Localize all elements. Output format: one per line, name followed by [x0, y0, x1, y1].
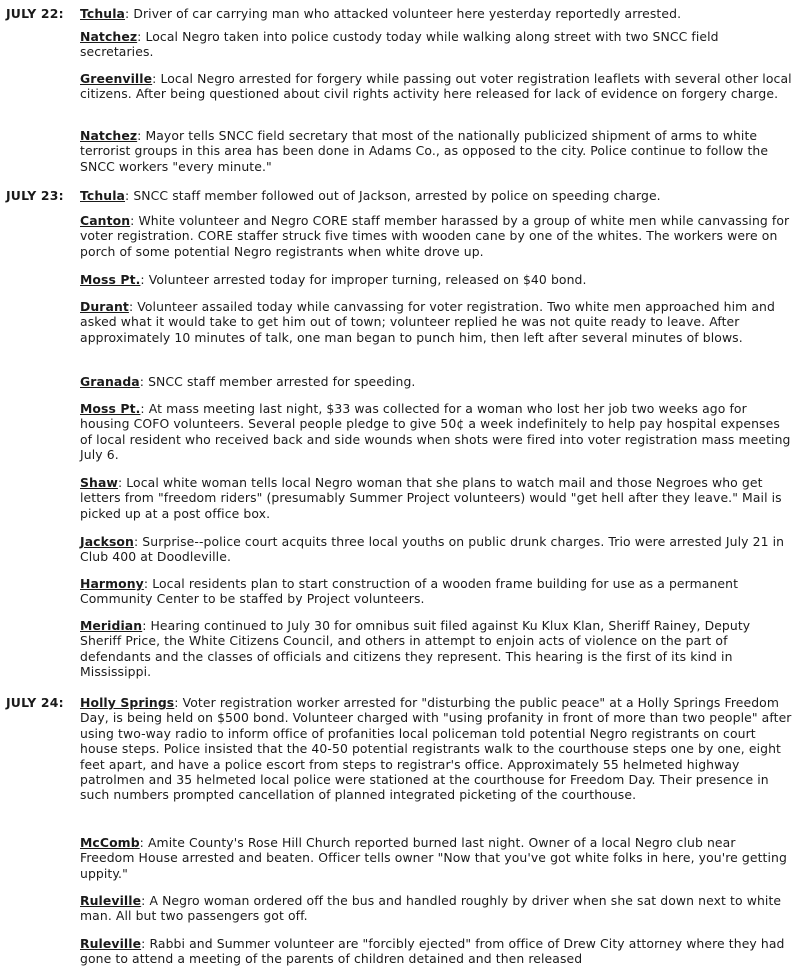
place-name: Meridian: [80, 618, 143, 633]
entry: [80, 299, 792, 345]
place-name: Moss Pt.: [80, 272, 141, 287]
entry-text: : Surprise--police court acquits three local youths on public drunk charges. Trio were arrested July 21 in Club 400 at Doodleville.: [80, 534, 785, 565]
place-name: Shaw: [80, 475, 118, 490]
place-name: Tchula: [80, 188, 126, 203]
entry-text: : Hearing continued to July 30 for omnibus suit filed against Ku Klux Klan, Sheriff Rainey, Deputy Sheriff Price, the White Citizens Council, and others in attempt to enjoin acts of violence on the part of defendants and the classes of officials and citizens they represent. This hearing is the first of its kind in Mississippi.: [80, 618, 751, 680]
entry-text: : Local residents plan to start construction of a wooden frame building for use as a permanent Community Center to be staffed by Project volunteers.: [80, 576, 739, 607]
entry: [80, 213, 792, 259]
entry-text: : Voter registration worker arrested for "disturbing the public peace" at a Holly Springs Freedom Day, is being held on $500 bond. Volunteer charged with "using profanity in front of more than two people" after using two-way radio to inform office of profanities local policeman told potential Negro registrants on court house steps. Police insisted that the 40-50 potential registrants walk to the courthouse steps one by one, eight feet apart, and have a police escort from steps to registrar's office. Approximately 55 helmeted highway patrolmen and 35 helmeted local police were stationed at the courthouse for Freedom Day. Their presence in such numbers prompted cancellation of planned integrated picketing of the courthouse.: [80, 695, 792, 803]
place-name: McComb: [80, 835, 140, 850]
place-name: Granada: [80, 374, 140, 389]
place-name: Natchez: [80, 29, 138, 44]
entry: [80, 374, 792, 389]
entry-text: : SNCC staff member arrested for speeding.: [139, 374, 416, 389]
place-name: Ruleville: [80, 936, 142, 951]
entry: [80, 695, 792, 803]
entry: [80, 272, 792, 287]
entry-text: : Local white woman tells local Negro woman that she plans to watch mail and those Negroes who get letters from "freedom riders" (presumably Summer Project volunteers) would "get hell after they leave." Mail is picked up at a post office box.: [80, 475, 782, 521]
date-label: JULY 22:: [6, 6, 64, 21]
entry: [80, 475, 792, 521]
entry-text: : SNCC staff member followed out of Jackson, arrested by police on speeding charge.: [125, 188, 661, 203]
entry-text: : At mass meeting last night, $33 was collected for a woman who lost her job two weeks ago for housing COFO volunteers. Several people pledge to give 50¢ a week indefinitely to help pay hospital expenses of local resident who received back and side wounds when shots were fired into voter registration mass meeting July 6.: [80, 401, 791, 463]
entry-text: : Rabbi and Summer volunteer are "forcibly ejected" from office of Drew City attorney where they had gone to attend a meeting of the parents of children detained and then released: [80, 936, 785, 966]
place-name: Natchez: [80, 128, 138, 143]
entry-text: : Driver of car carrying man who attacked volunteer here yesterday reportedly arrested.: [125, 6, 682, 21]
entry-text: : White volunteer and Negro CORE staff member harassed by a group of white men while canvassing for voter registration. CORE staffer struck five times with wooden cane by one of the whites. The workers were on porch of some potential Negro registrants when white drove up.: [80, 213, 790, 259]
entry: [80, 128, 792, 174]
entry-text: : Amite County's Rose Hill Church reported burned last night. Owner of a local Negro club near Freedom House arrested and beaten. Officer tells owner "Now that you've got white folks in here, you're getting uppity.": [80, 835, 787, 881]
entry-text: : Mayor tells SNCC field secretary that most of the nationally publicized shipment of arms to white terrorist groups in this area has been done in Adams Co., as opposed to the city. Police continue to follow the SNCC workers "every minute.": [80, 128, 769, 174]
entry-text: : A Negro woman ordered off the bus and handled roughly by driver when she sat down next to white man. All but two passengers got off.: [80, 893, 782, 924]
place-name: Durant: [80, 299, 129, 314]
entry: [80, 188, 792, 203]
entry-text: : Volunteer arrested today for improper turning, released on $40 bond.: [140, 272, 587, 287]
entry-text: : Local Negro taken into police custody today while walking along street with two SNCC field secretaries.: [80, 29, 719, 60]
entry: [80, 835, 792, 881]
entry: [80, 6, 792, 21]
date-label: JULY 24:: [6, 695, 64, 710]
place-name: Jackson: [80, 534, 134, 549]
place-name: Canton: [80, 213, 131, 228]
place-name: Harmony: [80, 576, 144, 591]
place-name: Greenville: [80, 71, 153, 86]
date-label: JULY 23:: [6, 188, 64, 203]
entry: [80, 71, 792, 102]
entry: [80, 576, 792, 607]
place-name: Holly Springs: [80, 695, 175, 710]
entry: [80, 893, 792, 924]
place-name: Moss Pt.: [80, 401, 141, 416]
entry: [80, 618, 792, 680]
entry: [80, 29, 792, 60]
entry: [80, 936, 792, 966]
entry: [80, 534, 792, 565]
entry-text: : Local Negro arrested for forgery while passing out voter registration leaflets with several other local citizens. After being questioned about civil rights activity here released for lack of evidence on forgery charge.: [80, 71, 792, 102]
entry: [80, 401, 792, 463]
place-name: Ruleville: [80, 893, 142, 908]
entry-text: : Volunteer assailed today while canvassing for voter registration. Two white men approached him and asked what it would take to get him out of town; volunteer replied he was not quite ready to leave. After approximately 10 minutes of talk, one man began to punch him, then left after several minutes of blows.: [80, 299, 775, 345]
place-name: Tchula: [80, 6, 126, 21]
